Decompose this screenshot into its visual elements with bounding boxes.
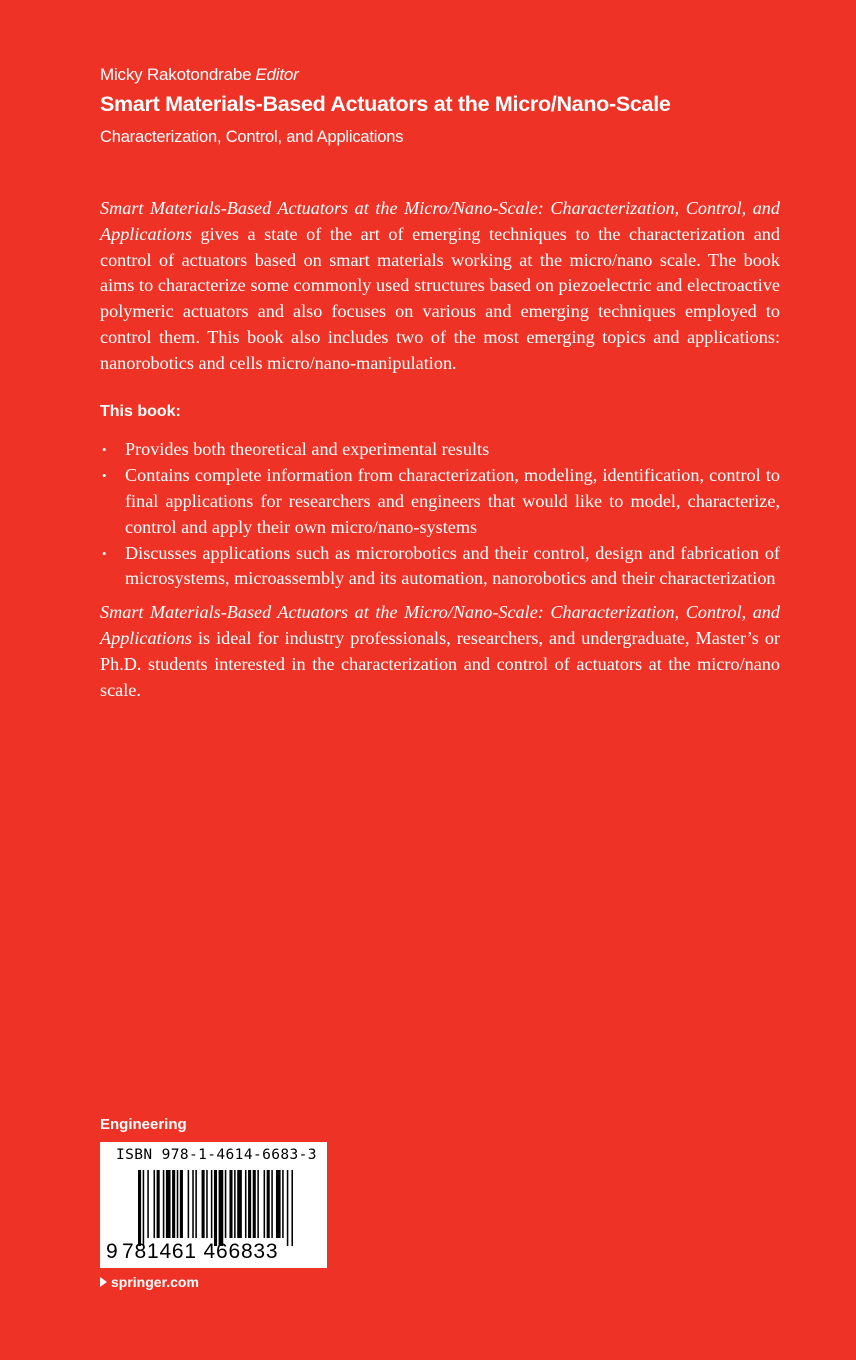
this-book-heading: This book: — [100, 402, 181, 420]
editor-name: Micky Rakotondrabe — [100, 65, 252, 84]
isbn-barcode — [100, 1142, 327, 1268]
audience-paragraph — [100, 600, 780, 703]
publisher-link[interactable] — [100, 1274, 199, 1290]
feature-text: Discusses applications such as microrobotics and their control, design and fabrication of microsystems, microassembly and its automation, nanorobotics and their characterization — [125, 542, 780, 589]
feature-text: Contains complete information from characterization, modeling, identification, control to final applications for researchers and engineers that would like to model, characterize, control and apply their own micro/nano-systems — [125, 465, 780, 537]
back-cover-description — [100, 196, 780, 703]
bullet-icon: • — [102, 442, 107, 458]
cover-header — [100, 63, 800, 149]
list-item — [100, 541, 780, 593]
title-italic: Smart Materials-Based Actuators at the Micro/Nano-Scale: Characterization, Control, and Applications — [100, 602, 780, 648]
feature-text: Provides both theoretical and experimental results — [125, 439, 490, 460]
editor-line — [100, 63, 800, 87]
book-subtitle: Characterization, Control, and Applications — [100, 128, 404, 146]
list-item — [100, 437, 780, 463]
description-text: gives a state of the art of emerging techniques to the characterization and control of actuators based on smart materials working at the micro/nano scale. The book aims to characterize some commonly used structures based on piezoelectric and electroactive polymeric actuators and also focuses on various and emerging techniques employed to control them. This book also includes two of the most emerging topics and applications: nanorobotics and cells micro/nano-manipulation. — [100, 223, 780, 373]
audience-text: is ideal for industry professionals, researchers, and undergraduate, Master’s or Ph.D. students interested in the characterization and control of actuators at the micro/nano scale. — [100, 627, 780, 700]
list-item — [100, 463, 780, 540]
barcode-digits: 781461 466833 — [122, 1240, 279, 1263]
editor-role: Editor — [255, 65, 299, 84]
category-label: Engineering — [100, 1116, 187, 1133]
features-list — [100, 437, 780, 592]
publisher-url: springer.com — [111, 1274, 199, 1290]
bullet-icon: • — [102, 468, 107, 484]
arrow-right-icon — [100, 1277, 107, 1287]
barcode-first-digit: 9 — [106, 1240, 118, 1263]
bullet-icon: • — [102, 545, 107, 561]
title-italic: Smart Materials-Based Actuators at the Micro/Nano-Scale: Characterization, Control, and Applications — [100, 198, 780, 244]
book-title: Smart Materials-Based Actuators at the Micro/Nano-Scale — [100, 92, 671, 116]
description-paragraph — [100, 196, 780, 377]
isbn-number: ISBN 978-1-4614-6683-3 — [116, 1147, 317, 1163]
